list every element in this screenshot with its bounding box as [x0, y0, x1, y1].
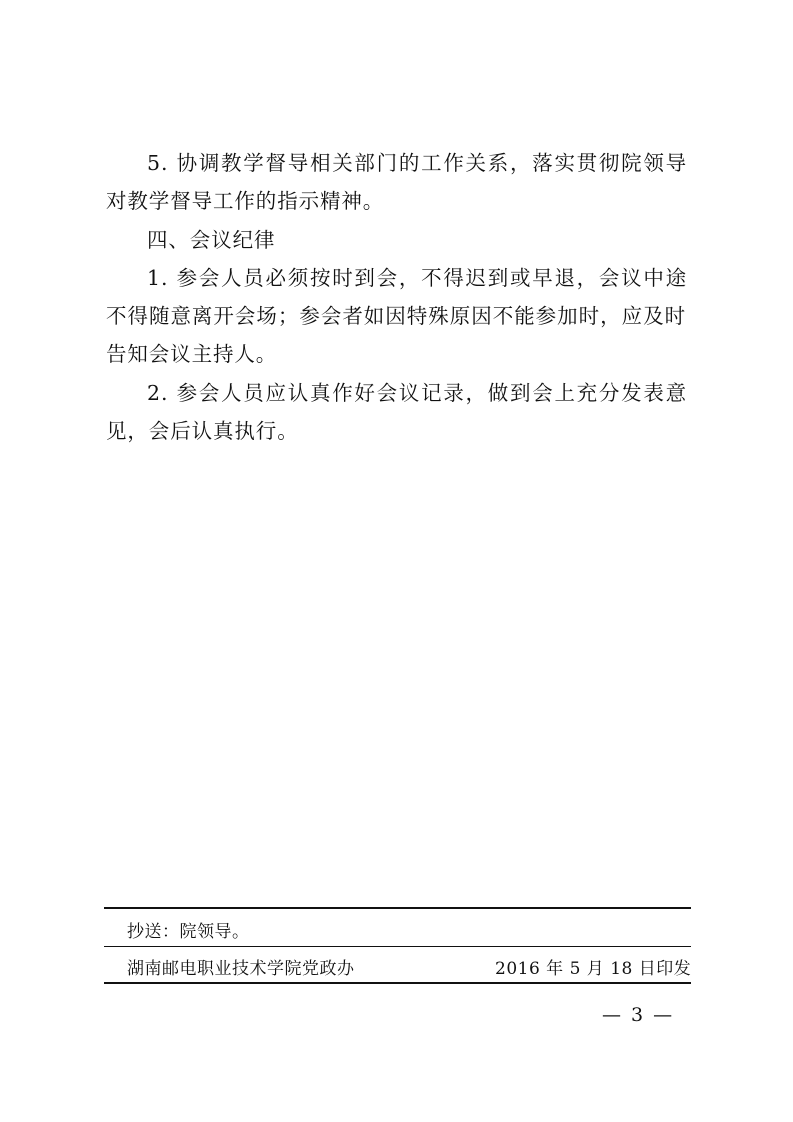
footer-bottom-rule — [104, 982, 691, 984]
rule-1-line-1: 1. 参会人员必须按时到会，不得迟到或早退，会议中途 — [147, 266, 687, 290]
cc-line: 抄送：院领导。 — [127, 922, 250, 942]
paragraph-5-line-2: 对教学督导工作的指示精神。 — [106, 189, 385, 213]
footer-top-rule — [104, 907, 691, 909]
rule-2-line-1: 2. 参会人员应认真作好会议记录，做到会上充分发表意 — [147, 381, 687, 405]
rule-1-line-2: 不得随意离开会场；参会者如因特殊原因不能参加时，应及时 — [106, 304, 686, 328]
issuer-name: 湖南邮电职业技术学院党政办 — [127, 959, 355, 979]
section-heading-meeting-discipline: 四、会议纪律 — [147, 228, 276, 252]
page-number: — 3 — — [602, 1004, 675, 1026]
rule-1-line-3: 告知会议主持人。 — [106, 342, 278, 366]
rule-2-line-2: 见，会后认真执行。 — [106, 419, 299, 443]
footer-middle-rule — [104, 946, 691, 947]
paragraph-5-line-1: 5. 协调教学督导相关部门的工作关系，落实贯彻院领导 — [147, 151, 687, 175]
issue-date: 2016 年 5 月 18 日印发 — [495, 959, 692, 979]
